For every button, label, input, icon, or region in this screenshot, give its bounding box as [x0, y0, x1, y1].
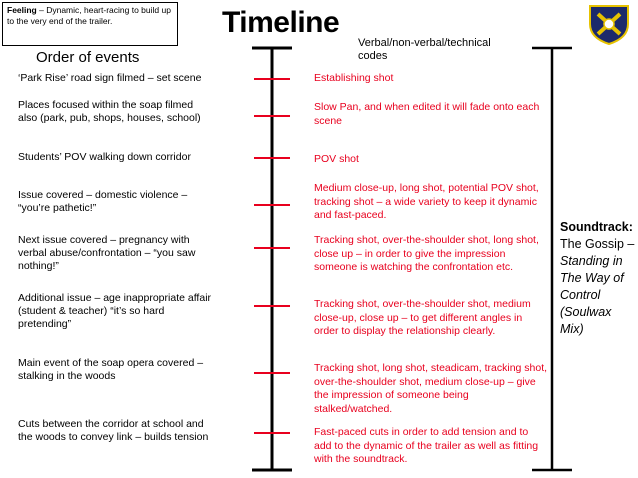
school-crest-icon — [584, 2, 634, 46]
soundtrack-note — [560, 219, 638, 338]
soundtrack-song: The Gossip – — [560, 237, 635, 251]
code-item: Fast-paced cuts in order to add tension and to add to the dynamic of the trailer as well as fitting with the soundtrack. — [314, 426, 539, 466]
feeling-text: – Dynamic, heart-racing to build up to the very end of the trailer. — [7, 5, 171, 26]
soundtrack-album: Standing in The Way of Control (Soulwax Mix) — [560, 254, 624, 336]
event-item: Additional issue – age inappropriate affair (student & teacher) “it’s so hard pretending” — [18, 292, 212, 330]
code-item: Tracking shot, over-the-shoulder shot, long shot, close up – in order to give the impression someone is watching the confrontation etc. — [314, 234, 539, 274]
order-header: Order of events — [36, 49, 140, 66]
event-item: Students’ POV walking down corridor — [18, 151, 191, 163]
codes-header: Verbal/non-verbal/technical codes — [358, 37, 491, 62]
soundtrack-label: Soundtrack: — [560, 220, 633, 234]
code-item: Tracking shot, over-the-shoulder shot, medium close-up, close up – to get different angles in order to display the relationship clearly. — [314, 298, 531, 338]
feeling-box — [2, 2, 178, 46]
page-title: Timeline — [222, 6, 340, 39]
code-item: Tracking shot, long shot, steadicam, tracking shot, over-the-shoulder shot, medium close-up – give the impression of someone being stalked/watched. — [314, 362, 548, 416]
event-item: Cuts between the corridor at school and the woods to convey link – builds tension — [18, 418, 209, 443]
code-item: Slow Pan, and when edited it will fade onto each scene — [314, 101, 540, 127]
event-item: Main event of the soap opera covered – stalking in the woods — [18, 357, 204, 382]
event-item: Issue covered – domestic violence – “you’re pathetic!” — [18, 189, 188, 214]
code-item: Establishing shot — [314, 72, 394, 84]
code-item: POV shot — [314, 153, 359, 165]
event-item: Next issue covered – pregnancy with verbal abuse/confrontation – “you saw nothing!” — [18, 234, 196, 272]
code-item: Medium close-up, long shot, potential POV shot, tracking shot – a wide variety to keep it dynamic and fast-paced. — [314, 182, 539, 222]
feeling-label: Feeling — [7, 5, 37, 15]
event-item: Places focused within the soap filmed also (park, pub, shops, houses, school) — [18, 99, 201, 124]
event-item: ‘Park Rise’ road sign filmed – set scene — [18, 72, 202, 84]
